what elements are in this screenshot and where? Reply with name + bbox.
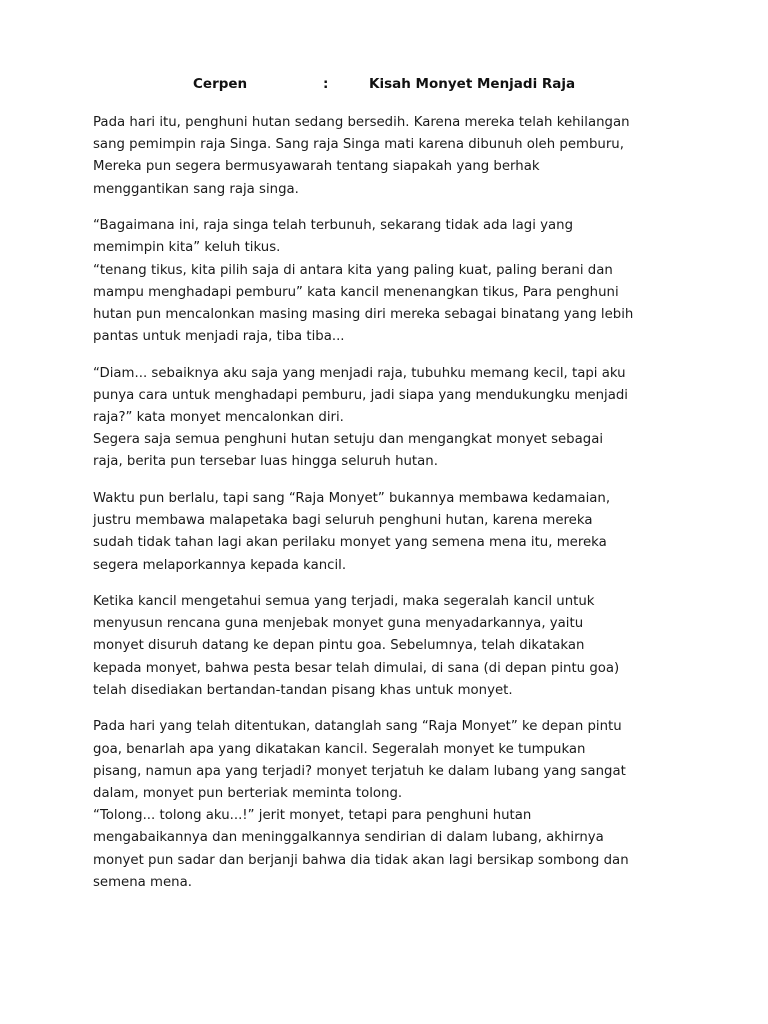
text-line: pantas untuk menjadi raja, tiba tiba... bbox=[93, 329, 345, 345]
paragraph-5 bbox=[93, 591, 683, 702]
text-line: menggantikan sang raja singa. bbox=[93, 181, 299, 197]
text-line: raja?” kata monyet mencalonkan diri. bbox=[93, 410, 344, 426]
text-line: sudah tidak tahan lagi akan perilaku monyet yang semena mena itu, mereka bbox=[93, 535, 607, 551]
text-line: “tenang tikus, kita pilih saja di antara kita yang paling kuat, paling berani dan bbox=[93, 262, 613, 278]
text-line: memimpin kita” keluh tikus. bbox=[93, 240, 281, 256]
text-line: sang pemimpin raja Singa. Sang raja Singa mati karena dibunuh oleh pemburu, bbox=[93, 137, 624, 153]
text-line: semena mena. bbox=[93, 874, 192, 890]
text-line: monyet pun sadar dan berjanji bahwa dia tidak akan lagi bersikap sombong dan bbox=[93, 852, 629, 868]
text-line: Segera saja semua penghuni hutan setuju dan mengangkat monyet sebagai bbox=[93, 432, 604, 448]
text-line: pisang, namun apa yang terjadi? monyet terjatuh ke dalam lubang yang sangat bbox=[93, 763, 626, 779]
paragraph-1 bbox=[93, 112, 683, 201]
paragraph-3 bbox=[93, 363, 683, 474]
paragraph-6 bbox=[93, 716, 683, 894]
text-line: “Tolong... tolong aku...!” jerit monyet, tetapi para penghuni hutan bbox=[93, 808, 532, 824]
text-line: kepada monyet, bahwa pesta besar telah dimulai, di sana (di depan pintu goa) bbox=[93, 660, 620, 676]
text-line: “Diam... sebaiknya aku saja yang menjadi raja, tubuhku memang kecil, tapi aku bbox=[93, 365, 626, 381]
text-line: punya cara untuk menghadapi pemburu, jadi siapa yang mendukungku menjadi bbox=[93, 387, 628, 403]
text-line: mampu menghadapi pemburu” kata kancil menenangkan tikus, Para penghuni bbox=[93, 284, 619, 300]
text-line: Pada hari yang telah ditentukan, datanglah sang “Raja Monyet” ke depan pintu bbox=[93, 719, 622, 735]
document-title bbox=[0, 76, 768, 96]
text-line: mengabaikannya dan meninggalkannya sendirian di dalam lubang, akhirnya bbox=[93, 830, 604, 846]
text-line: “Bagaimana ini, raja singa telah terbunuh, sekarang tidak ada lagi yang bbox=[93, 218, 574, 234]
text-line: segera melaporkannya kepada kancil. bbox=[93, 557, 347, 573]
text-line: Mereka pun segera bermusyawarah tentang siapakah yang berhak bbox=[93, 159, 540, 175]
text-line: goa, benarlah apa yang dikatakan kancil. Segeralah monyet ke tumpukan bbox=[93, 741, 586, 757]
text-line: monyet disuruh datang ke depan pintu goa. Sebelumnya, telah dikatakan bbox=[93, 638, 585, 654]
story-body bbox=[93, 112, 683, 908]
title-text: Kisah Monyet Menjadi Raja bbox=[369, 76, 576, 92]
text-line: menyusun rencana guna menjebak monyet guna menyadarkannya, yaitu bbox=[93, 616, 584, 632]
text-line: Pada hari itu, penghuni hutan sedang bersedih. Karena mereka telah kehilangan bbox=[93, 115, 630, 130]
paragraph-2 bbox=[93, 215, 683, 348]
text-line: raja, berita pun tersebar luas hingga seluruh hutan. bbox=[93, 454, 438, 470]
text-line: telah disediakan bertandan-tandan pisang khas untuk monyet. bbox=[93, 682, 513, 698]
title-separator: : bbox=[323, 76, 329, 92]
title-label: Cerpen bbox=[193, 76, 248, 92]
text-line: hutan pun mencalonkan masing masing diri mereka sebagai binatang yang lebih bbox=[93, 306, 634, 322]
text-line: Ketika kancil mengetahui semua yang terjadi, maka segeralah kancil untuk bbox=[93, 594, 595, 610]
text-line: dalam, monyet pun berteriak meminta tolong. bbox=[93, 785, 403, 801]
paragraph-4 bbox=[93, 488, 683, 577]
text-line: Waktu pun berlalu, tapi sang “Raja Monyet” bukannya membawa kedamaian, bbox=[93, 490, 611, 506]
text-line: justru membawa malapetaka bagi seluruh penghuni hutan, karena mereka bbox=[93, 513, 593, 529]
